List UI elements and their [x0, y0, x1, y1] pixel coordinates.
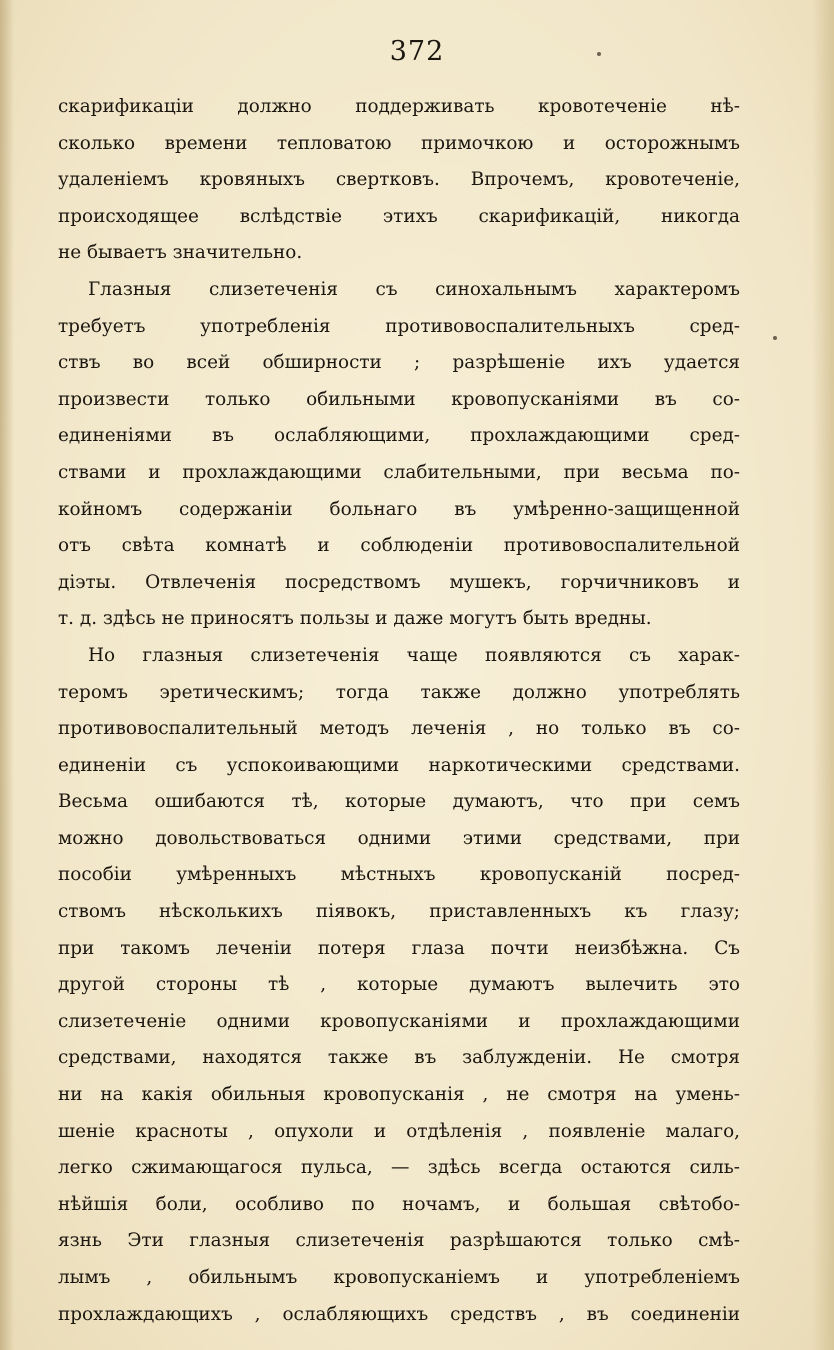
text-line: лымъ , обильнымъ кровопусканіемъ и употребленіемъ	[58, 1267, 740, 1288]
text-line: ствъ во всей обширности ; разрѣшеніе ихъ удается	[58, 352, 740, 374]
text-line: противовоспалительный методъ леченія , но только въ со-	[58, 718, 740, 740]
text-line: нѣйшія боли, особливо по ночамъ, и большая свѣтобо-	[58, 1193, 740, 1215]
text-line: Но глазныя слизетеченія чаще появляются съ харак-	[88, 644, 740, 666]
text-line: другой стороны тѣ , которые думаютъ вылечить это	[58, 974, 740, 996]
ink-speck	[597, 52, 601, 56]
text-line: происходящее вслѣдствіе этихъ скарификацій, никогда	[58, 205, 740, 227]
text-line: язнь Эти глазныя слизетеченія разрѣшаются только смѣ-	[58, 1230, 740, 1252]
page-right-edge-shadow	[812, 0, 834, 1350]
text-line: отъ свѣта комнатѣ и соблюденіи противовоспалительной	[58, 535, 740, 557]
text-line: т. д. здѣсь не приносятъ пользы и даже могутъ быть вредны.	[58, 608, 652, 630]
text-line: койномъ содержаніи больнаго въ умѣренно-защищенной	[58, 498, 740, 520]
text-line: единеніями въ ослабляющими, прохлаждающими сред-	[58, 425, 740, 447]
text-line: скарификаціи должно поддерживать кровотеченіе нѣ-	[58, 96, 740, 117]
text-line: Глазныя слизетеченія съ синохальнымъ характеромъ	[88, 278, 740, 300]
body-text	[58, 89, 740, 1333]
text-line: ствомъ нѣсколькихъ піявокъ, приставленныхъ къ глазу;	[58, 901, 740, 923]
text-line: пособіи умѣренныхъ мѣстныхъ кровопусканій посред-	[58, 864, 740, 886]
text-line: Весьма ошибаются тѣ, которые думаютъ, что при семъ	[58, 791, 740, 813]
text-line: единеніи съ успокоивающими наркотическими средствами.	[58, 754, 740, 776]
text-line: легко сжимающагося пульса, — здѣсь всегда остаются силь-	[58, 1157, 740, 1179]
text-line: ствами и прохлаждающими слабительными, при весьма по-	[58, 461, 740, 483]
page-left-edge-shadow	[0, 0, 14, 1350]
text-line: удаленіемъ кровяныхъ свертковъ. Впрочемъ, кровотеченіе,	[58, 169, 740, 191]
text-line: произвести только обильными кровопусканіями въ со-	[58, 388, 740, 410]
text-line: слизетеченіе одними кровопусканіями и прохлаждающими	[58, 1010, 740, 1032]
text-line: ни на какія обильныя кровопусканія , не смотря на умень-	[58, 1084, 740, 1106]
page-number: 372	[389, 36, 445, 67]
text-line: не бываетъ значительно.	[58, 242, 303, 264]
text-line: сколько времени тепловатою примочкою и осторожнымъ	[58, 132, 740, 154]
text-line: теромъ эретическимъ; тогда также должно употреблять	[58, 681, 740, 703]
text-line: шеніе красноты , опухоли и отдѣленія , появленіе малаго,	[58, 1120, 740, 1142]
text-line: прохлаждающихъ , ослабляющихъ средствъ , въ соединеніи	[58, 1303, 740, 1325]
text-line: требуетъ употребленія противовоспалительныхъ сред-	[58, 315, 740, 337]
ink-speck	[773, 336, 777, 340]
text-line: при такомъ леченіи потеря глаза почти неизбѣжна. Съ	[58, 937, 740, 959]
text-line: діэты. Отвлеченія посредствомъ мушекъ, горчичниковъ и	[58, 571, 740, 593]
text-line: средствами, находятся также въ заблужденіи. Не смотря	[58, 1047, 740, 1069]
text-line: можно довольствоваться одними этими средствами, при	[58, 827, 740, 849]
